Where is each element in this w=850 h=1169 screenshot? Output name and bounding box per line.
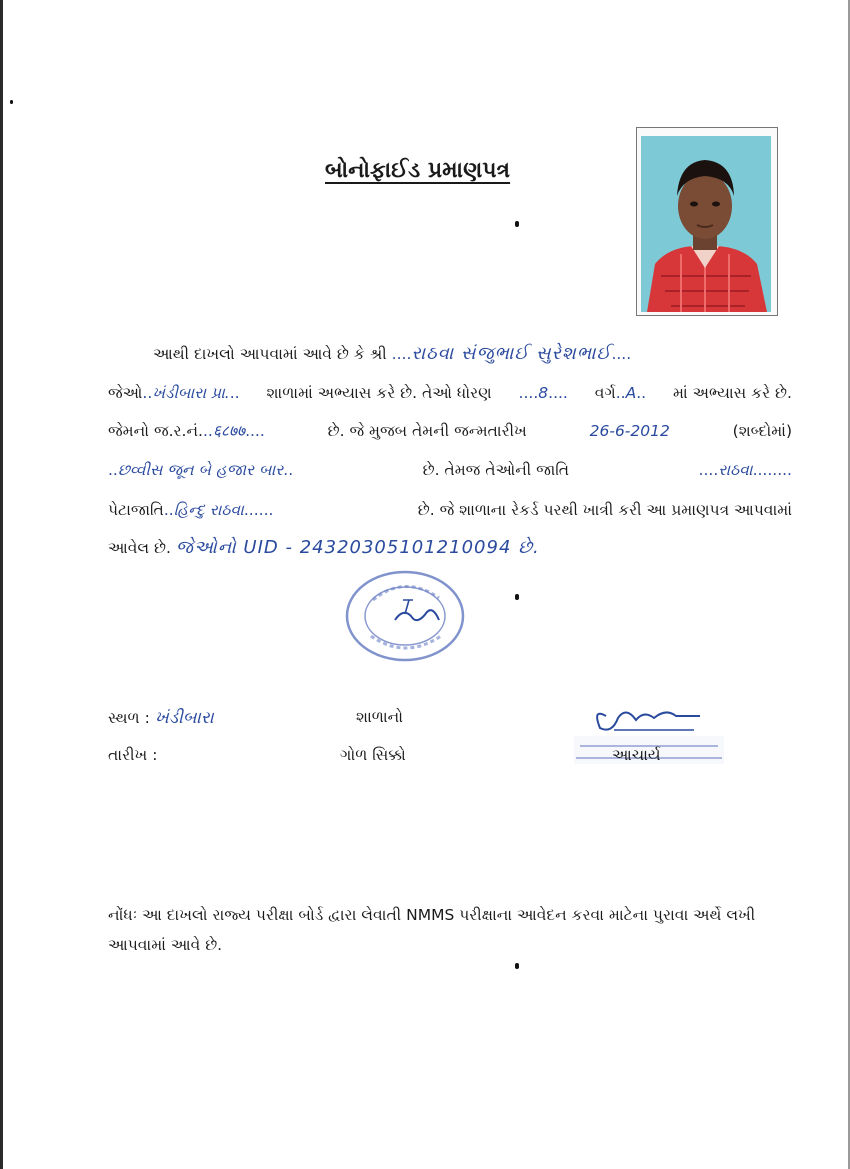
text-record-verified: છે. જે શાળાના રેકર્ડ પરથી ખાત્રી કરી આ પ્રમાણપત્ર આપવામાં — [417, 501, 792, 519]
text-subcaste-label: પેટાજાતિ — [108, 501, 164, 519]
standard-value: 8 — [538, 384, 549, 402]
certificate-line-1: આથી દાખલો આપવામાં આવે છે કે શ્રી ....રાઠવા સંજુભાઈ સુરેશભાઈ.... — [153, 343, 632, 364]
text-studying: માં અભ્યાસ કરે છે. — [672, 384, 792, 402]
principal-label: આચાર્ય — [612, 746, 661, 764]
date-label: તારીખ : — [108, 746, 158, 764]
text-given: આવેલ છે. — [108, 539, 171, 557]
certificate-line-3: જેમનો જ.ર.નં...६८७७.... છે. જે મુજબ તેમની જન્મતારીખ 26-6-2012 (શબ્દોમાં) — [108, 418, 792, 444]
place-value: ખંડીબારા — [154, 708, 214, 728]
student-photo — [636, 127, 778, 316]
scan-speck — [515, 221, 519, 227]
place-row — [108, 708, 214, 728]
reg-no-value: ६८७७ — [212, 422, 246, 440]
text-intro: આથી દાખલો આપવામાં આવે છે કે શ્રી — [153, 345, 387, 363]
scan-speck — [515, 594, 519, 600]
text-varg: વર્ગ — [594, 384, 616, 402]
scan-edge-left — [0, 0, 3, 1169]
caste-value: રાઠવા — [718, 461, 753, 479]
school-seal-stamp — [343, 570, 469, 662]
student-name: રાઠવા સંજુભાઈ સુરેશભાઈ — [411, 343, 612, 364]
text-jeo: જેઓ — [108, 384, 143, 402]
scan-speck — [515, 963, 519, 969]
text-caste-label: છે. તેમજ તેઓની જાતિ — [422, 461, 570, 479]
dob-words-value: છવ્વીસ જૂન બે હજાર બાર — [117, 461, 284, 479]
text-school-study: શાળામાં અભ્યાસ કરે છે. તેઓ ધોરણ — [266, 384, 492, 402]
uid-value: જેઓનો UID - 24320305101210094 છે. — [175, 537, 540, 558]
division-value: A — [625, 384, 637, 402]
scan-speck — [10, 100, 13, 104]
text-reg-no: જેમનો જ.ર.નં. — [108, 422, 203, 440]
certificate-line-2: જેઓ..ખંડીબારા પ્રા... શાળામાં અભ્યાસ કરે છે. તેઓ ધોરણ ....8.... વર્ગ..A.. માં અભ્યાસ કરે છે. — [108, 380, 792, 406]
dob-value: 26-6-2012 — [589, 422, 670, 440]
seal-label-2: ગોળ સિક્કો — [340, 746, 406, 764]
text-in-words: (શબ્દોમાં) — [732, 422, 792, 440]
subcaste-value: હિન્દુ રાઠવા — [173, 501, 244, 519]
page-title: બોનોફાઈડ પ્રમાણપત્ર — [325, 158, 511, 183]
text-dob-label: છે. જે મુજબ તેમની જન્મતારીખ — [327, 422, 527, 440]
certificate-line-5: પેટાજાતિ..હિન્દુ રાઠવા...... છે. જે શાળાના રેકર્ડ પરથી ખાત્રી કરી આ પ્રમાણપત્ર આપવામાં — [108, 497, 792, 523]
school-name: ખંડીબારા પ્રા. — [152, 384, 230, 402]
footnote: નોંધઃ આ દાખલો રાજ્ય પરીક્ષા બોર્ડ દ્વારા લેવાતી NMMS પરીક્ષાના આવેદન કરવા માટેના પુરાવા અર્થે લખી આપવામાં આવે છે. — [108, 906, 756, 954]
certificate-line-4: ..છવ્વીસ જૂન બે હજાર બાર.. છે. તેમજ તેઓની જાતિ ....રાઠવા........ — [108, 457, 792, 483]
seal-label-1: શાળાનો — [356, 708, 404, 726]
certificate-line-6 — [108, 535, 792, 561]
place-label: સ્થળ : — [108, 709, 150, 727]
